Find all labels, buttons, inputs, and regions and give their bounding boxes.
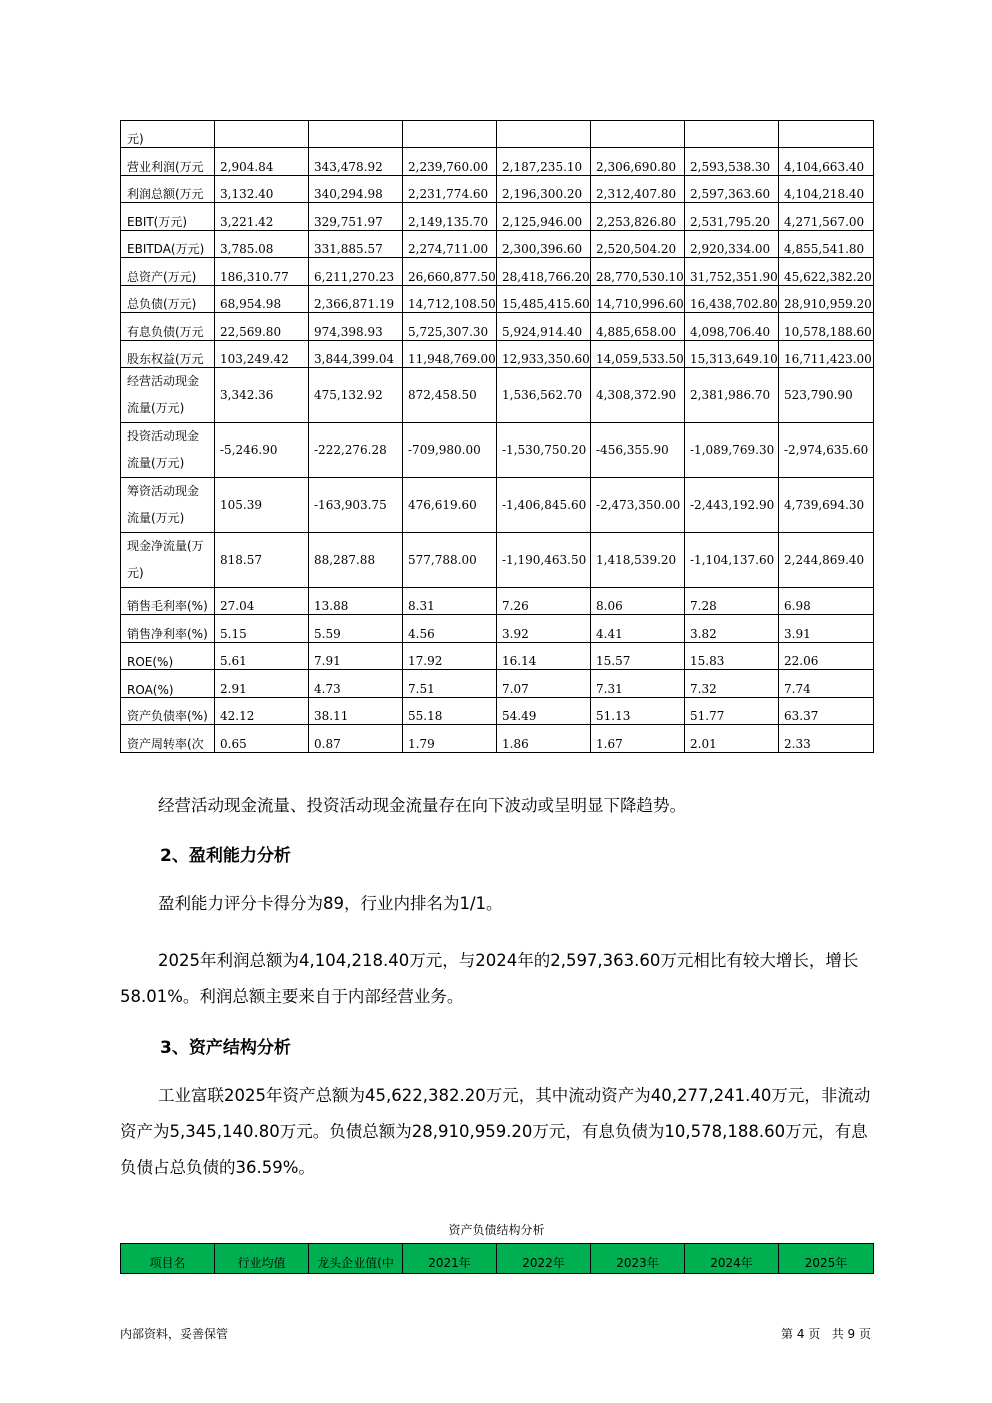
table-cell: 31,752,351.90 [685,258,779,286]
row-label: 利润总额(万元 [121,176,215,203]
balance-header-row [121,1244,874,1274]
table-cell: 2,306,690.80 [591,148,685,176]
row-label: EBITDA(万元) [121,231,215,258]
table-cell: 577,788.00 [403,533,497,588]
table-cell: 26,660,877.50 [403,258,497,286]
table-cell: 6,211,270.23 [309,258,403,286]
table-cell: 818.57 [215,533,309,588]
table-cell: 476,619.60 [403,478,497,533]
table-cell: 3,132.40 [215,176,309,203]
table-cell: 63.37 [779,698,874,725]
table-cell: 13.88 [309,588,403,615]
row-label: ROE(%) [121,643,215,670]
table-cell: 2,520,504.20 [591,231,685,258]
table-cell: 14,710,996.60 [591,286,685,313]
table-cell: 2,196,300.20 [497,176,591,203]
table-cell: -2,974,635.60 [779,423,874,478]
table-cell [685,121,779,148]
table-cell: 2,244,869.40 [779,533,874,588]
table-cell: 7.26 [497,588,591,615]
row-label: EBIT(万元) [121,203,215,231]
table-row [121,725,874,753]
table-cell: 15.83 [685,643,779,670]
table-cell: -1,190,463.50 [497,533,591,588]
table-cell: 3,342.36 [215,368,309,423]
table-cell [215,121,309,148]
header-2021: 2021年 [403,1244,497,1274]
table-cell: -222,276.28 [309,423,403,478]
table-cell: 4,855,541.80 [779,231,874,258]
table-row [121,148,874,176]
table-row [121,341,874,368]
table-row [121,203,874,231]
table-cell: 51.77 [685,698,779,725]
table-cell: 15,313,649.10 [685,341,779,368]
table-cell: 2.33 [779,725,874,753]
profitability-heading: 2、盈利能力分析 [160,846,291,866]
table-cell: 105.39 [215,478,309,533]
table-cell: 5.59 [309,615,403,643]
table-cell: 1.86 [497,725,591,753]
table-cell: 6.98 [779,588,874,615]
table-cell: 2,381,986.70 [685,368,779,423]
table-cell: 974,398.93 [309,313,403,341]
table-cell: 15.57 [591,643,685,670]
table-cell: 7.28 [685,588,779,615]
table-cell: 22.06 [779,643,874,670]
table-cell: 10,578,188.60 [779,313,874,341]
table-row [121,176,874,203]
table-cell: -1,089,769.30 [685,423,779,478]
table-row [121,258,874,286]
table-row [121,121,874,148]
table-cell: 0.65 [215,725,309,753]
table-cell: 2.01 [685,725,779,753]
financial-indicators-table [120,120,874,753]
table-row [121,698,874,725]
table-cell: 2,187,235.10 [497,148,591,176]
table-cell: 2,231,774.60 [403,176,497,203]
table-cell: 4,739,694.30 [779,478,874,533]
table-cell: 1,536,562.70 [497,368,591,423]
table-cell [591,121,685,148]
table-cell: 2,531,795.20 [685,203,779,231]
table-cell: 2,920,334.00 [685,231,779,258]
row-label: 资产周转率(次 [121,725,215,753]
table-cell: 88,287.88 [309,533,403,588]
table-cell: 28,910,959.20 [779,286,874,313]
table-row [121,231,874,258]
footer-page-number: 第 4 页 共 9 页 [781,1327,871,1341]
table-cell: 0.87 [309,725,403,753]
table-cell: 7.74 [779,670,874,698]
header-2022: 2022年 [497,1244,591,1274]
table-cell: 7.31 [591,670,685,698]
table-cell: 340,294.98 [309,176,403,203]
row-label: 元) [121,121,215,148]
table-cell: 12,933,350.60 [497,341,591,368]
table-cell: 14,059,533.50 [591,341,685,368]
table-cell: 2,239,760.00 [403,148,497,176]
table-row [121,286,874,313]
table-row [121,643,874,670]
asset-structure-heading: 3、资产结构分析 [160,1038,291,1058]
table-cell: 872,458.50 [403,368,497,423]
table-cell [403,121,497,148]
table-cell: 2,300,396.60 [497,231,591,258]
row-label: 营业利润(万元 [121,148,215,176]
table-cell: 3,785.08 [215,231,309,258]
cashflow-note: 经营活动现金流量、投资活动现金流量存在向下波动或呈明显下降趋势。 [158,796,686,815]
table-cell: 28,770,530.10 [591,258,685,286]
table-cell: 2,253,826.80 [591,203,685,231]
table-cell [779,121,874,148]
table-cell: -709,980.00 [403,423,497,478]
table-cell: -1,530,750.20 [497,423,591,478]
header-2023: 2023年 [591,1244,685,1274]
table-cell: 54.49 [497,698,591,725]
table-cell: 7.51 [403,670,497,698]
row-label: 总负债(万元) [121,286,215,313]
row-label: ROA(%) [121,670,215,698]
table-cell: 2,312,407.80 [591,176,685,203]
table-cell: 16,711,423.00 [779,341,874,368]
table-cell: 2,274,711.00 [403,231,497,258]
table-cell: -1,104,137.60 [685,533,779,588]
table-row [121,368,874,423]
table-cell: 7.32 [685,670,779,698]
table-cell: 5.61 [215,643,309,670]
header-2024: 2024年 [685,1244,779,1274]
table-cell: 4,098,706.40 [685,313,779,341]
table-cell: 4.41 [591,615,685,643]
asset-structure-detail: 工业富联2025年资产总额为45,622,382.20万元，其中流动资产为40,277,241.40万元，非流动资产为5,345,140.80万元。负债总额为28,910,959.20万元，有息负债为10,578,188.60万元，有息负债占总负债的36.59%。 [120,1086,871,1177]
table-cell: -456,355.90 [591,423,685,478]
financial-table-body [121,121,874,753]
balance-structure-table [120,1243,874,1274]
table-cell: 15,485,415.60 [497,286,591,313]
table-cell: 4,271,567.00 [779,203,874,231]
table-cell: 28,418,766.20 [497,258,591,286]
table-cell: 7.91 [309,643,403,670]
table-cell: 103,249.42 [215,341,309,368]
table-cell: 42.12 [215,698,309,725]
table-row [121,478,874,533]
table-cell [497,121,591,148]
profitability-detail: 2025年利润总额为4,104,218.40万元，与2024年的2,597,363.60万元相比有较大增长，增长58.01%。利润总额主要来自于内部经营业务。 [120,951,859,1006]
table-cell: 16,438,702.80 [685,286,779,313]
table-cell: 2,904.84 [215,148,309,176]
table-cell: 331,885.57 [309,231,403,258]
table-cell [309,121,403,148]
table-cell: 2,593,538.30 [685,148,779,176]
table-cell: -1,406,845.60 [497,478,591,533]
table-cell: 8.06 [591,588,685,615]
table-cell: 3.82 [685,615,779,643]
table-row [121,423,874,478]
table-cell: 523,790.90 [779,368,874,423]
row-label: 现金净流量(万元) [121,533,215,588]
table-cell: 51.13 [591,698,685,725]
table-row [121,615,874,643]
table-cell: 27.04 [215,588,309,615]
table-cell: 5,725,307.30 [403,313,497,341]
table-cell: 4,308,372.90 [591,368,685,423]
row-label: 股东权益(万元 [121,341,215,368]
table-cell: -163,903.75 [309,478,403,533]
table-cell: 8.31 [403,588,497,615]
table-cell: 3,221.42 [215,203,309,231]
row-label: 总资产(万元) [121,258,215,286]
table-cell: 3.91 [779,615,874,643]
footer-confidential-note: 内部资料，妥善保管 [120,1327,229,1341]
row-label: 经营活动现金流量(万元) [121,368,215,423]
table-row [121,313,874,341]
row-label: 销售毛利率(%) [121,588,215,615]
table-cell: 2,366,871.19 [309,286,403,313]
table-cell: 475,132.92 [309,368,403,423]
table-row [121,670,874,698]
table-cell: 4,104,218.40 [779,176,874,203]
header-industry-avg: 行业均值 [215,1244,309,1274]
table-cell: 343,478.92 [309,148,403,176]
balance-table-title: 资产负债结构分析 [448,1223,545,1237]
table-cell: 22,569.80 [215,313,309,341]
table-cell: 186,310.77 [215,258,309,286]
table-cell: 38.11 [309,698,403,725]
header-leader-value: 龙头企业值(中 [309,1244,403,1274]
row-label: 筹资活动现金流量(万元) [121,478,215,533]
table-row [121,588,874,615]
header-2025: 2025年 [779,1244,874,1274]
table-cell: 68,954.98 [215,286,309,313]
table-cell: -5,246.90 [215,423,309,478]
table-cell: 3.92 [497,615,591,643]
table-cell: 1.67 [591,725,685,753]
table-cell: 5.15 [215,615,309,643]
table-row [121,533,874,588]
table-cell: 2.91 [215,670,309,698]
table-cell: 2,149,135.70 [403,203,497,231]
table-cell: 17.92 [403,643,497,670]
table-cell: 11,948,769.00 [403,341,497,368]
header-item-name: 项目名 [121,1244,215,1274]
table-cell: -2,473,350.00 [591,478,685,533]
table-cell: 1.79 [403,725,497,753]
row-label: 资产负债率(%) [121,698,215,725]
row-label: 投资活动现金流量(万元) [121,423,215,478]
table-cell: 4.56 [403,615,497,643]
row-label: 有息负债(万元 [121,313,215,341]
table-cell: 1,418,539.20 [591,533,685,588]
table-cell: 55.18 [403,698,497,725]
table-cell: 3,844,399.04 [309,341,403,368]
table-cell: 4.73 [309,670,403,698]
table-cell: 4,885,658.00 [591,313,685,341]
table-cell: 2,597,363.60 [685,176,779,203]
table-cell: 7.07 [497,670,591,698]
table-cell: 45,622,382.20 [779,258,874,286]
table-cell: 16.14 [497,643,591,670]
table-cell: 5,924,914.40 [497,313,591,341]
table-cell: 4,104,663.40 [779,148,874,176]
table-cell: 14,712,108.50 [403,286,497,313]
table-cell: 329,751.97 [309,203,403,231]
profitability-score: 盈利能力评分卡得分为89，行业内排名为1/1。 [158,894,503,913]
table-cell: -2,443,192.90 [685,478,779,533]
table-cell: 2,125,946.00 [497,203,591,231]
row-label: 销售净利率(%) [121,615,215,643]
